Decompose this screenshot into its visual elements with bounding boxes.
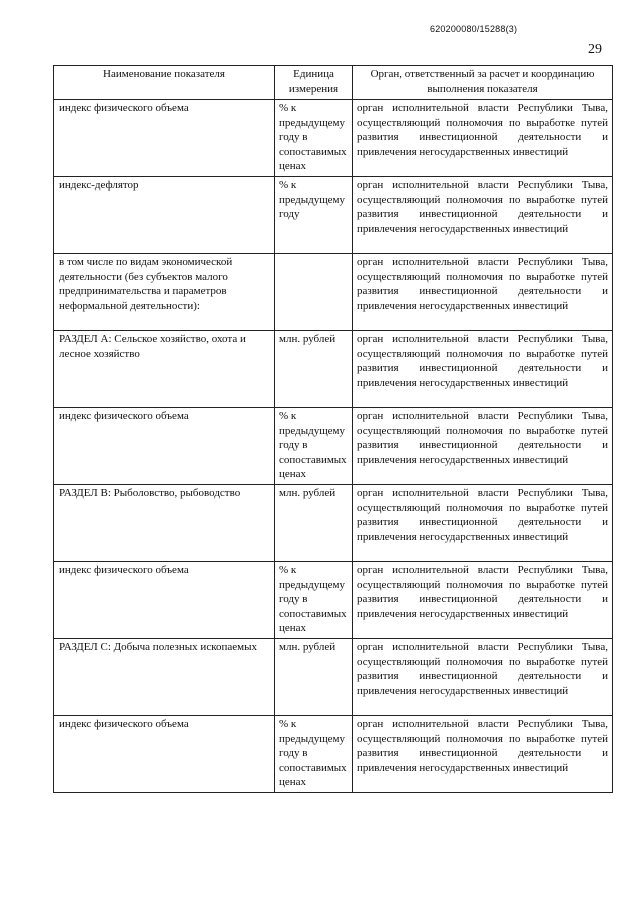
responsible-body-text: орган исполнительной власти Республики Тыва, осуществляющий полномочия по выработке путей развития инвестиционной деятельности и привлечения негосударственных инвестиций [357, 641, 608, 697]
responsible-body [353, 254, 613, 331]
responsible-body [353, 177, 613, 254]
table-row [54, 485, 613, 562]
column-header-responsible-body: Орган, ответственный за расчет и координацию выполнения показателя [353, 66, 613, 100]
responsible-body [353, 562, 613, 639]
indicator-name: в том числе по видам экономической деятельности (без субъектов малого предпринимательства и параметров неформальной деятельности): [54, 254, 275, 331]
indicator-unit [275, 254, 353, 331]
column-header-unit: Единица измерения [275, 66, 353, 100]
indicator-unit: млн. рублей [275, 331, 353, 408]
table-row [54, 254, 613, 331]
indicator-name: РАЗДЕЛ А: Сельское хозяйство, охота и лесное хозяйство [54, 331, 275, 408]
responsible-body-text: орган исполнительной власти Республики Тыва, осуществляющий полномочия по выработке путей развития инвестиционной деятельности и привлечения негосударственных инвестиций [357, 564, 608, 620]
indicator-unit: млн. рублей [275, 639, 353, 716]
indicators-table [53, 65, 613, 793]
responsible-body-text: орган исполнительной власти Республики Тыва, осуществляющий полномочия по выработке путей развития инвестиционной деятельности и привлечения негосударственных инвестиций [357, 410, 608, 466]
responsible-body-text: орган исполнительной власти Республики Тыва, осуществляющий полномочия по выработке путей развития инвестиционной деятельности и привлечения негосударственных инвестиций [357, 333, 608, 389]
column-header-name: Наименование показателя [54, 66, 275, 100]
indicator-name: индекс физического объема [54, 716, 275, 793]
page-number: 29 [588, 42, 602, 57]
table-row [54, 331, 613, 408]
table-row [54, 639, 613, 716]
table-row [54, 408, 613, 485]
responsible-body-text: орган исполнительной власти Республики Тыва, осуществляющий полномочия по выработке путей развития инвестиционной деятельности и привлечения негосударственных инвестиций [357, 487, 608, 543]
indicator-name: РАЗДЕЛ В: Рыболовство, рыбоводство [54, 485, 275, 562]
indicator-name: индекс физического объема [54, 100, 275, 177]
indicator-unit: % к предыдущему году в сопоставимых ценах [275, 716, 353, 793]
table-row [54, 716, 613, 793]
responsible-body-text: орган исполнительной власти Республики Тыва, осуществляющий полномочия по выработке путей развития инвестиционной деятельности и привлечения негосударственных инвестиций [357, 102, 608, 158]
responsible-body [353, 639, 613, 716]
responsible-body [353, 408, 613, 485]
indicator-unit: % к предыдущему году в сопоставимых ценах [275, 100, 353, 177]
table-row [54, 100, 613, 177]
indicator-name: индекс-дефлятор [54, 177, 275, 254]
document-code: 620200080/15288(3) [430, 24, 518, 34]
responsible-body [353, 485, 613, 562]
responsible-body [353, 331, 613, 408]
table-row [54, 177, 613, 254]
indicator-unit: % к предыдущему году в сопоставимых ценах [275, 408, 353, 485]
indicator-name: индекс физического объема [54, 408, 275, 485]
indicator-unit: млн. рублей [275, 485, 353, 562]
table-header-row [54, 66, 613, 100]
table-row [54, 562, 613, 639]
responsible-body [353, 100, 613, 177]
indicator-unit: % к предыдущему году [275, 177, 353, 254]
indicator-unit: % к предыдущему году в сопоставимых ценах [275, 562, 353, 639]
indicator-name: индекс физического объема [54, 562, 275, 639]
responsible-body [353, 716, 613, 793]
responsible-body-text: орган исполнительной власти Республики Тыва, осуществляющий полномочия по выработке путей развития инвестиционной деятельности и привлечения негосударственных инвестиций [357, 179, 608, 235]
responsible-body-text: орган исполнительной власти Республики Тыва, осуществляющий полномочия по выработке путей развития инвестиционной деятельности и привлечения негосударственных инвестиций [357, 718, 608, 774]
responsible-body-text: орган исполнительной власти Республики Тыва, осуществляющий полномочия по выработке путей развития инвестиционной деятельности и привлечения негосударственных инвестиций [357, 256, 608, 312]
indicator-name: РАЗДЕЛ С: Добыча полезных ископаемых [54, 639, 275, 716]
